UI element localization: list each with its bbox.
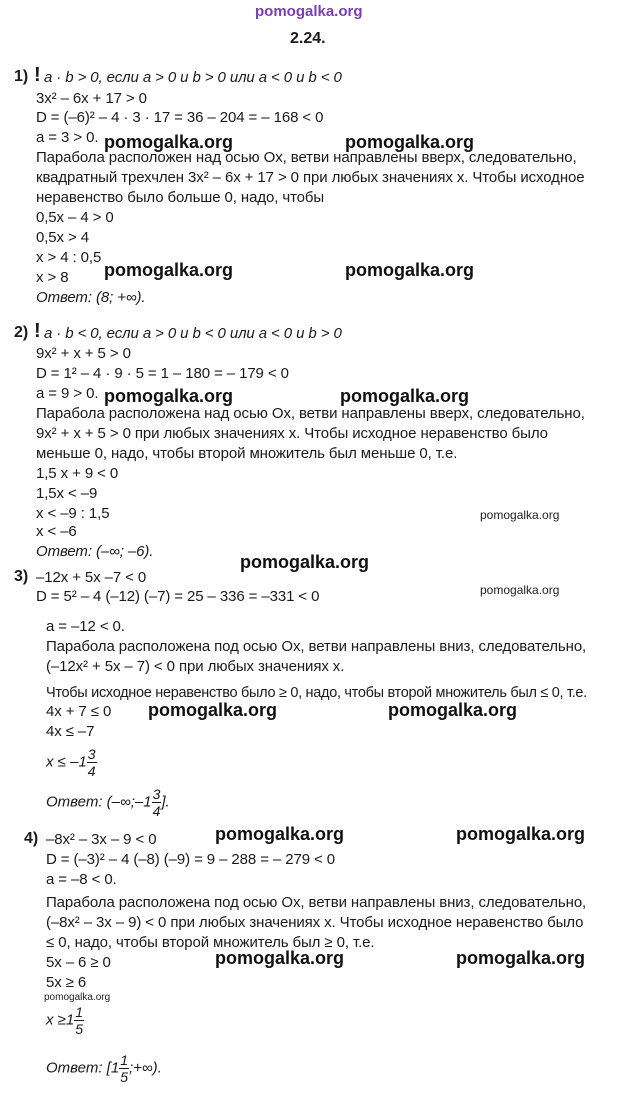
p3-frac-den: 4	[87, 763, 96, 779]
p3-answer	[46, 786, 170, 819]
p2-line-4: Парабола расположена над осью Ox, ветви направлены вверх, следовательно,	[36, 405, 585, 422]
p4-line-2: a = –8 < 0.	[46, 871, 117, 888]
watermark: pomogalka.org	[388, 700, 518, 720]
p1-line-9: x > 4 : 0,5	[36, 249, 102, 266]
problem-title: 2.24.	[290, 30, 326, 47]
site-header[interactable]: pomogalka.org	[255, 3, 363, 20]
watermark: pomogalka.org	[456, 948, 586, 968]
p4-answer-prefix: Ответ: [1	[46, 1059, 120, 1077]
p4-answer-frac-den: 5	[120, 1069, 128, 1085]
p4-x-prefix: x ≥1	[46, 1011, 75, 1029]
p4-line-0: –8x² – 3x – 9 < 0	[46, 831, 157, 848]
watermark: pomogalka.org	[104, 260, 234, 280]
watermark: pomogalka.org	[345, 132, 475, 152]
watermark: pomogalka.org	[456, 824, 586, 844]
p2-line-8: 1,5x < –9	[36, 485, 98, 502]
part-2-label: 2)	[14, 324, 29, 341]
p2-line-6: меньше 0, надо, чтобы второй множитель был меньше 0, т.е.	[36, 445, 458, 462]
p1-line-8: 0,5x > 4	[36, 229, 89, 246]
p2-line-7: 1,5 x + 9 < 0	[36, 465, 119, 482]
p1-line-3: a = 3 > 0.	[36, 129, 99, 146]
p1-line-1: 3x² – 6x + 17 > 0	[36, 90, 147, 107]
p4-x-result	[46, 1004, 84, 1037]
p1-line-0: a · b > 0, если a > 0 и b > 0 или a < 0 и b < 0	[44, 69, 342, 86]
p3-x-prefix: x ≤ –1	[46, 753, 87, 771]
p3-fraction	[87, 746, 97, 779]
p3-answer-fraction	[152, 786, 162, 819]
p4-line-7: 5x ≥ 6	[46, 974, 87, 991]
watermark: pomogalka.org	[345, 260, 475, 280]
p4-frac-den: 5	[75, 1021, 84, 1037]
p1-line-2: D = (–6)² – 4 · 3 · 17 = 36 – 204 = – 168 < 0	[36, 109, 324, 126]
p4-answer-suffix: ;+∞).	[128, 1059, 162, 1077]
p2-answer: Ответ: (–∞; –6).	[36, 543, 154, 560]
p1-line-10: x > 8	[36, 269, 69, 286]
p4-frac-num: 1	[75, 1004, 84, 1020]
part-2-mark: !	[34, 320, 41, 342]
p3-line-6: 4x + 7 ≤ 0	[46, 703, 112, 720]
watermark: pomogalka.org	[104, 132, 234, 152]
p3-line-7: 4x ≤ –7	[46, 723, 95, 740]
watermark: pomogalka.org	[104, 386, 234, 406]
p4-line-6: 5x – 6 ≥ 0	[46, 954, 111, 971]
part-3-label: 3)	[14, 568, 29, 585]
p2-line-10: x < –6	[36, 523, 77, 540]
watermark: pomogalka.org	[240, 552, 370, 572]
watermark-small: pomogalka.org	[480, 583, 560, 597]
p2-line-3: a = 9 > 0.	[36, 385, 99, 402]
watermark: pomogalka.org	[215, 824, 345, 844]
watermark: pomogalka.org	[148, 700, 278, 720]
p1-line-5: квадратный трехчлен 3x² – 6x + 17 > 0 при любых значениях x. Чтобы исходное	[36, 169, 585, 186]
part-1-mark: !	[34, 64, 41, 86]
watermark-small: pomogalka.org	[44, 992, 111, 1003]
part-4-label: 4)	[24, 830, 39, 847]
p1-answer: Ответ: (8; +∞).	[36, 289, 146, 306]
p3-line-0: –12x + 5x –7 < 0	[36, 569, 147, 586]
p4-answer-frac-num: 1	[120, 1052, 128, 1068]
p3-answer-suffix: ].	[161, 793, 170, 811]
p4-answer-fraction	[119, 1052, 129, 1085]
p2-line-2: D = 1² – 4 · 9 · 5 = 1 – 180 = – 179 < 0	[36, 365, 289, 382]
p4-line-1: D = (–3)² – 4 (–8) (–9) = 9 – 288 = – 279 < 0	[46, 851, 336, 868]
p2-line-0: a · b < 0, если a > 0 и b < 0 или a < 0 и b > 0	[44, 325, 342, 342]
p1-line-6: неравенство было больше 0, надо, чтобы	[36, 189, 325, 206]
p3-line-2: a = –12 < 0.	[46, 618, 125, 635]
p3-answer-frac-num: 3	[152, 786, 161, 802]
p3-x-result	[46, 746, 97, 779]
watermark-small: pomogalka.org	[480, 508, 560, 522]
p2-line-5: 9x² + x + 5 > 0 при любых значениях x. Чтобы исходное неравенство было	[36, 425, 548, 442]
p3-line-4: (–12x² + 5x – 7) < 0 при любых значениях x.	[46, 658, 345, 675]
part-1-label: 1)	[14, 68, 29, 85]
p1-line-7: 0,5x – 4 > 0	[36, 209, 114, 226]
p3-line-3: Парабола расположена под осью Ox, ветви направлены вниз, следовательно,	[46, 638, 587, 655]
p3-line-1: D = 5² – 4 (–12) (–7) = 25 – 336 = –331 < 0	[36, 588, 320, 605]
p2-line-9: x < –9 : 1,5	[36, 505, 110, 522]
p3-frac-num: 3	[87, 746, 96, 762]
p3-answer-prefix: Ответ: (–∞;–1	[46, 793, 152, 811]
p4-line-5: ≤ 0, надо, чтобы второй множитель был ≥ 0, т.е.	[46, 934, 375, 951]
p1-line-4: Парабола расположен над осью Ox, ветви направлены вверх, следовательно,	[36, 149, 577, 166]
p3-line-5: Чтобы исходное неравенство было ≥ 0, надо, чтобы второй множитель был ≤ 0, т.е.	[46, 685, 587, 701]
p4-line-3: Парабола расположена под осью Ox, ветви направлены вниз, следовательно,	[46, 894, 587, 911]
watermark: pomogalka.org	[340, 386, 470, 406]
p4-line-4: (–8x² – 3x – 9) < 0 при любых значениях x. Чтобы исходное неравенство было	[46, 914, 584, 931]
p2-line-1: 9x² + x + 5 > 0	[36, 345, 131, 362]
p4-answer	[46, 1052, 162, 1085]
p3-answer-frac-den: 4	[152, 803, 161, 819]
p4-fraction	[74, 1004, 84, 1037]
watermark: pomogalka.org	[215, 948, 345, 968]
